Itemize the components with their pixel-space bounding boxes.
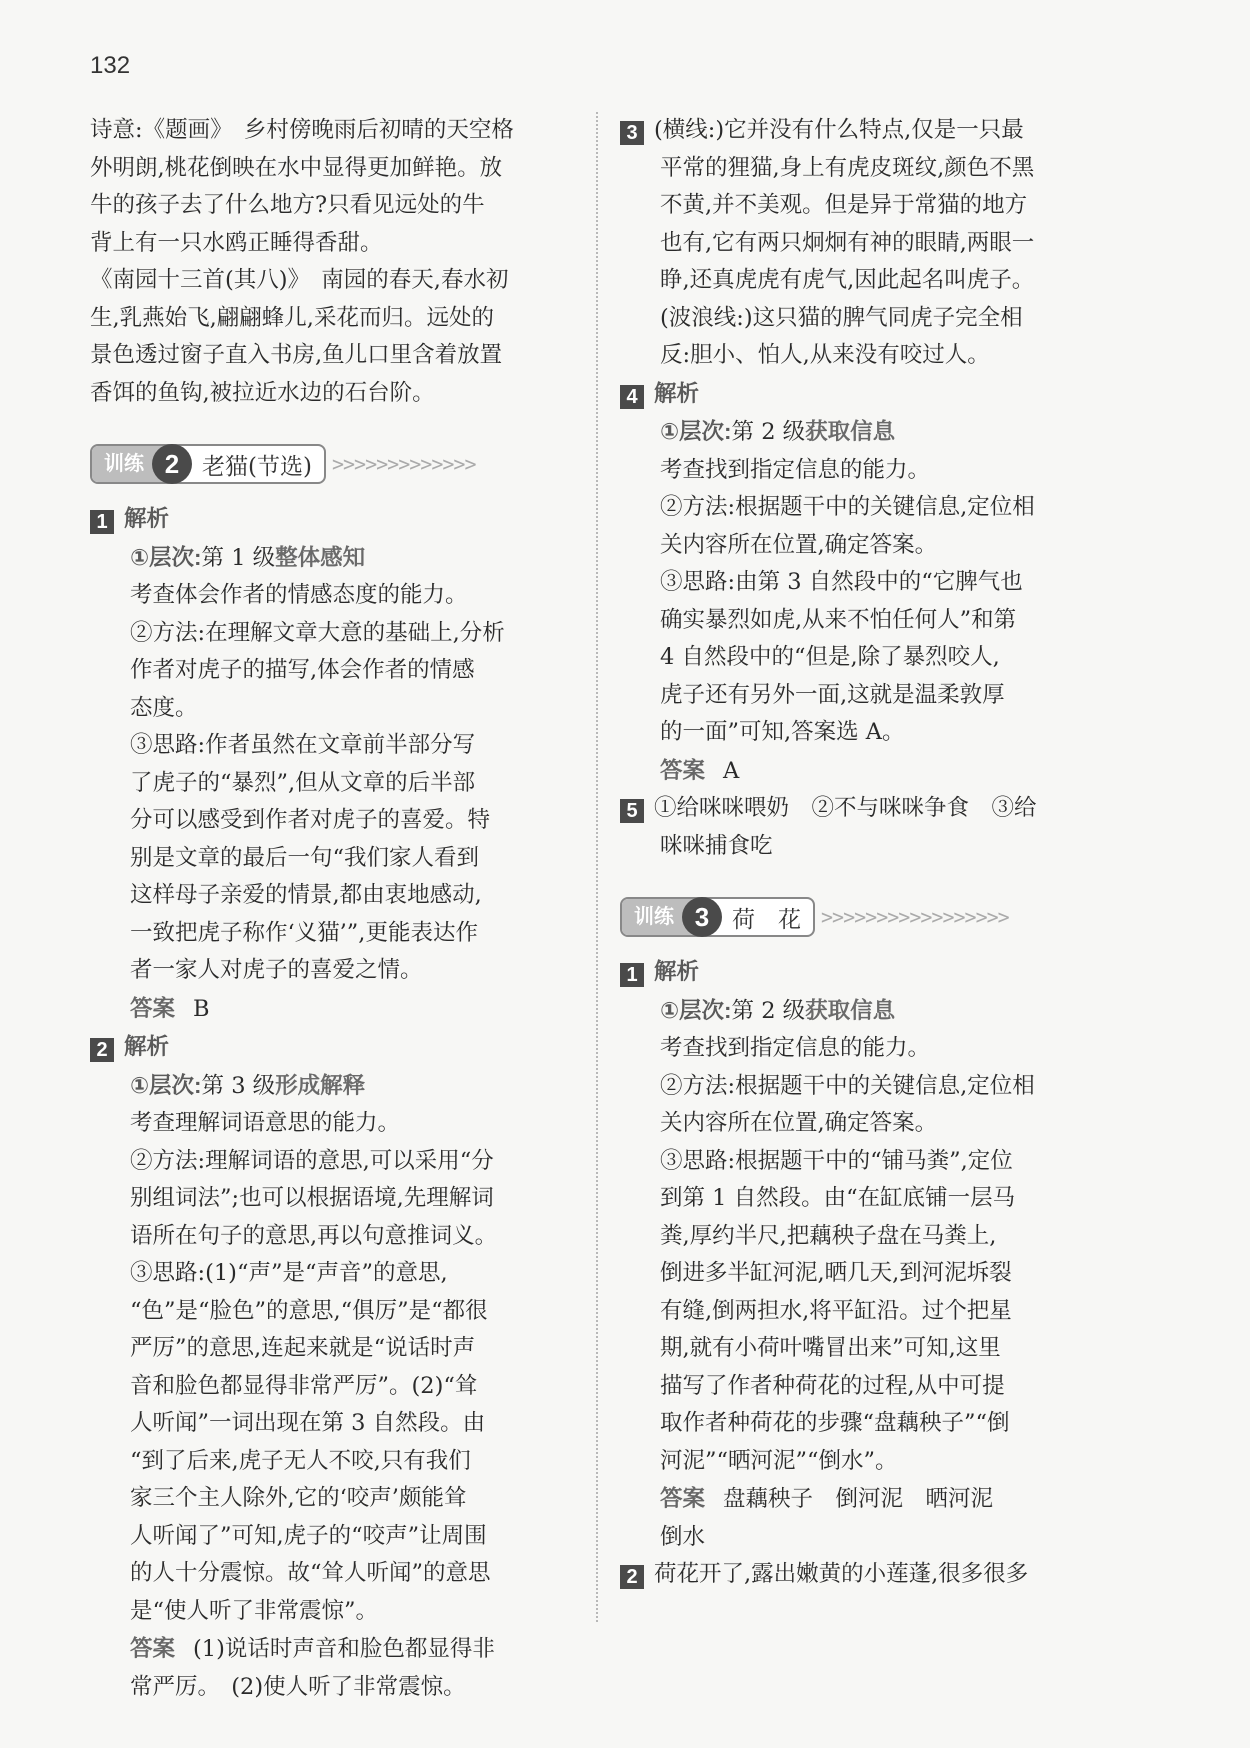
answer-value-cont: 倒水	[660, 1523, 706, 1550]
text-line: ②方法:在理解文章大意的基础上,分析	[130, 619, 505, 646]
answer-value: (1)说话时声音和脸色都显得非	[193, 1636, 495, 1662]
text-line: 严厉”的意思,连起来就是“说话时声	[130, 1335, 476, 1361]
analysis-heading: 解析	[654, 380, 700, 406]
question-number: 1	[620, 963, 644, 987]
text-line: 不黄,并不美观。但是异于常猫的地方	[660, 192, 1028, 218]
question-number: 1	[90, 510, 114, 534]
level-tag: ①层次:	[660, 419, 732, 444]
text-line: 到第 1 自然段。由“在缸底铺一层马	[660, 1185, 1016, 1211]
banner-label: 训练	[622, 899, 710, 935]
level-keyword: 获取信息	[805, 419, 896, 444]
level-text: 第 2 级	[731, 997, 806, 1024]
text-line: 态度。	[130, 694, 198, 721]
text-line: 期,就有小荷叶嘴冒出来”可知,这里	[660, 1335, 1001, 1361]
text-line: 描写了作者种荷花的过程,从中可提	[660, 1372, 1005, 1399]
section-banner-training-3	[620, 895, 1120, 939]
text-line: 考查理解词语意思的能力。	[130, 1110, 401, 1136]
banner-pill	[620, 897, 815, 937]
text-line: ①给咪咪喂奶 ②不与咪咪争食 ③给	[654, 795, 1037, 821]
text-line: 关内容所在位置,确定答案。	[660, 1110, 938, 1136]
text-line: 虎子还有另外一面,这就是温柔敦厚	[660, 681, 1005, 708]
text-line: 香饵的鱼钩,被拉近水边的石台阶。	[90, 379, 435, 406]
text-line: 背上有一只水鸥正睡得香甜。	[90, 229, 383, 256]
analysis-heading: 解析	[124, 506, 170, 531]
level-keyword: 整体感知	[275, 544, 366, 570]
text-line: 也有,它有两只炯炯有神的眼睛,两眼一	[660, 229, 1035, 256]
text-line: ③思路:作者虽然在文章前半部分写	[130, 732, 476, 758]
text-line: 生,乳燕始飞,翩翩蜂儿,采花而归。远处的	[90, 304, 494, 331]
answer-label: 答案	[130, 1636, 176, 1661]
text-line: 倒进多半缸河泥,晒几天,到河泥坼裂	[660, 1260, 1012, 1286]
text-line: 音和脸色都显得非常严厉”。(2)“耸	[130, 1372, 478, 1399]
answer-label: 答案	[660, 1486, 706, 1511]
answer-value: 盘藕秧子 倒河泥 晒河泥	[723, 1486, 994, 1512]
question-number: 3	[620, 121, 644, 145]
answer-value: B	[193, 995, 210, 1022]
banner-title: 老猫(节选)	[202, 453, 312, 480]
level-text: 第 1 级	[201, 544, 276, 571]
text-line: 者一家人对虎子的喜爱之情。	[130, 957, 423, 983]
text-line: ③思路:由第 3 自然段中的“它脾气也	[660, 569, 1023, 595]
banner-label: 训练	[92, 446, 180, 482]
text-line: 的一面”可知,答案选 A。	[660, 719, 905, 745]
text-line: 外明朗,桃花倒映在水中显得更加鲜艳。放	[90, 154, 503, 181]
text-line: 咪咪捕食吃	[660, 832, 773, 859]
text-line: 人听闻了”可知,虎子的“咬声”让周围	[130, 1522, 487, 1549]
level-keyword: 获取信息	[805, 997, 896, 1023]
level-tag: ①层次:	[130, 544, 202, 570]
text-line: ②方法:根据题干中的关键信息,定位相	[660, 494, 1035, 520]
question-4	[620, 375, 1120, 791]
level-keyword: 形成解释	[275, 1072, 366, 1098]
text-line: 考查体会作者的情感态度的能力。	[130, 582, 468, 608]
banner-arrows: >>>>>>>>>>>>>>>>>	[821, 905, 1009, 929]
level-tag: ①层次:	[660, 997, 732, 1023]
text-line: 考查找到指定信息的能力。	[660, 1035, 931, 1061]
text-line: 《南园十三首(其八)》 南园的春天,春水初	[90, 267, 509, 293]
text-line: “色”是“脸色”的意思,“俱厉”是“都很	[130, 1297, 488, 1324]
analysis-heading: 解析	[654, 959, 700, 984]
text-line: 诗意:《题画》 乡村傍晚雨后初晴的天空格	[90, 117, 514, 143]
left-column	[90, 112, 575, 1706]
question-2	[90, 1028, 575, 1706]
text-line: 分可以感受到作者对虎子的喜爱。特	[130, 807, 491, 833]
answer-label: 答案	[130, 995, 176, 1021]
text-line: 粪,厚约半尺,把藕秧子盘在马粪上,	[660, 1222, 997, 1249]
text-line: 考查找到指定信息的能力。	[660, 456, 931, 483]
text-line: 确实暴烈如虎,从来不怕任何人”和第	[660, 606, 1017, 633]
poem-translation	[90, 112, 575, 412]
question-number: 5	[620, 799, 644, 823]
text-line: 4 自然段中的“但是,除了暴烈咬人,	[660, 644, 1000, 670]
page-number: 132	[90, 52, 131, 79]
right-column	[620, 112, 1120, 1594]
banner-title: 荷 花	[732, 906, 801, 933]
text-line: 这样母子亲爱的情景,都由衷地感动,	[130, 882, 482, 908]
text-line: 荷花开了,露出嫩黄的小莲蓬,很多很多	[654, 1561, 1029, 1587]
text-line: 的人十分震惊。故“耸人听闻”的意思	[130, 1560, 491, 1586]
lotus-question-1	[620, 953, 1120, 1556]
section-banner-training-2	[90, 442, 575, 486]
level-tag: ①层次:	[130, 1072, 202, 1098]
question-1	[90, 500, 575, 1028]
analysis-heading: 解析	[124, 1034, 170, 1059]
question-3	[620, 112, 1120, 375]
question-number: 4	[620, 385, 644, 409]
text-line: ③思路:(1)“声”是“声音”的意思,	[130, 1260, 448, 1286]
column-divider	[596, 112, 598, 1622]
lotus-question-2	[620, 1556, 1120, 1594]
answer-label: 答案	[660, 757, 706, 783]
text-line: 睁,还真虎虎有虎气,因此起名叫虎子。	[660, 267, 1035, 293]
text-line: 一致把虎子称作‘义猫’”,更能表达作	[130, 919, 478, 946]
text-line: ②方法:理解词语的意思,可以采用“分	[130, 1147, 494, 1174]
text-line: 是“使人听了非常震惊”。	[130, 1597, 379, 1624]
text-line: 取作者种荷花的步骤“盘藕秧子”“倒	[660, 1410, 1010, 1436]
text-line: “到了后来,虎子无人不咬,只有我们	[130, 1447, 471, 1474]
level-text: 第 3 级	[201, 1072, 276, 1099]
text-line: 别组词法”;也可以根据语境,先理解词	[130, 1185, 494, 1211]
level-text: 第 2 级	[731, 419, 806, 445]
text-line: 了虎子的“暴烈”,但从文章的后半部	[130, 769, 476, 796]
banner-pill	[90, 444, 326, 484]
answer-value-cont: 常严厉。 (2)使人听了非常震惊。	[130, 1673, 466, 1700]
banner-arrows: >>>>>>>>>>>>>	[331, 452, 476, 476]
question-number: 2	[90, 1038, 114, 1062]
text-line: (横线:)它并没有什么特点,仅是一只最	[654, 117, 1024, 143]
text-line: 人听闻”一词出现在第 3 自然段。由	[130, 1410, 486, 1436]
text-line: 家三个主人除外,它的‘咬声’颇能耸	[130, 1485, 467, 1511]
text-line: ③思路:根据题干中的“铺马粪”,定位	[660, 1147, 1013, 1174]
text-line: (波浪线:)这只猫的脾气同虎子完全相	[660, 304, 1023, 331]
question-number: 2	[620, 1565, 644, 1589]
question-5	[620, 790, 1120, 865]
text-line: ②方法:根据题干中的关键信息,定位相	[660, 1072, 1035, 1099]
text-line: 语所在句子的意思,再以句意推词义。	[130, 1222, 498, 1249]
banner-number: 3	[682, 897, 722, 937]
text-line: 平常的狸猫,身上有虎皮斑纹,颜色不黑	[660, 154, 1035, 181]
text-line: 景色透过窗子直入书房,鱼儿口里含着放置	[90, 342, 503, 368]
text-line: 作者对虎子的描写,体会作者的情感	[130, 657, 475, 683]
text-line: 别是文章的最后一句“我们家人看到	[130, 844, 480, 871]
text-line: 河泥”“晒河泥”“倒水”。	[660, 1447, 898, 1474]
banner-number: 2	[152, 444, 192, 484]
text-line: 反:胆小、怕人,从来没有咬过人。	[660, 342, 990, 368]
answer-value: A	[723, 757, 740, 784]
text-line: 牛的孩子去了什么地方?只看见远处的牛	[90, 192, 485, 218]
text-line: 关内容所在位置,确定答案。	[660, 531, 938, 558]
text-line: 有缝,倒两担水,将平缸沿。过个把星	[660, 1297, 1012, 1324]
